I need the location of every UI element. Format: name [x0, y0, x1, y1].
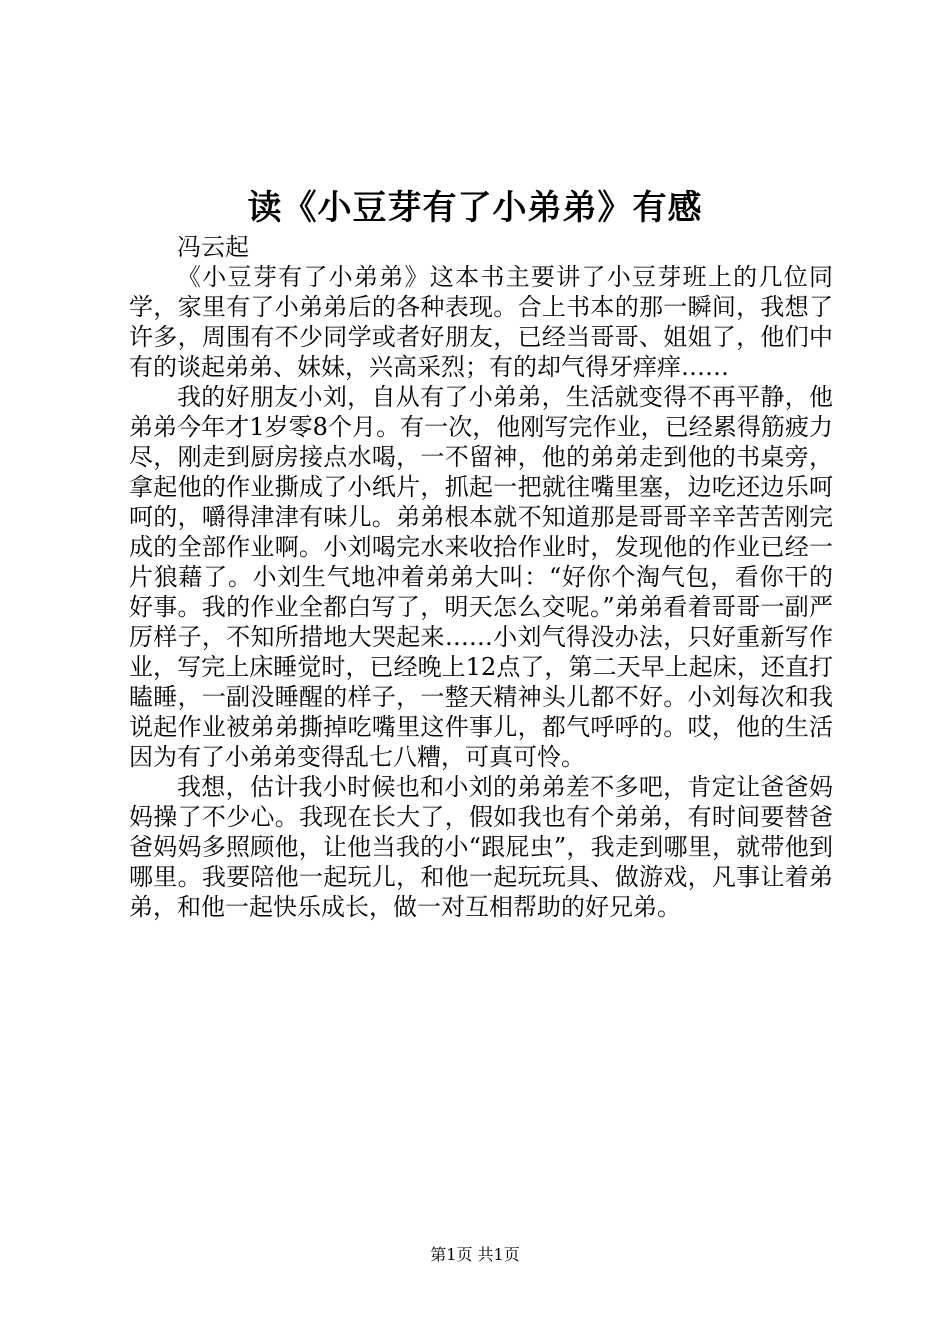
paragraph-1: 《小豆芽有了小弟弟》这本书主要讲了小豆芽班上的几位同学，家里有了小弟弟后的各种表现。合上书本的那一瞬间，我想了许多，周围有不少同学或者好朋友，已经当哥哥、姐姐了，他们中有的谈起弟弟、妹妹，兴高采烈；有的却气得牙痒痒……	[129, 263, 833, 381]
document-body	[129, 232, 833, 922]
page-footer: 第1页 共1页	[430, 1245, 520, 1264]
paragraph-3: 我想，估计我小时候也和小刘的弟弟差不多吧，肯定让爸爸妈妈操了不少心。我现在长大了，假如我也有个弟弟，有时间要替爸爸妈妈多照顾他，让他当我的小“跟屁虫”，我走到哪里，就带他到哪里。我要陪他一起玩儿，和他一起玩玩具、做游戏，凡事让着弟弟，和他一起快乐成长，做一对互相帮助的好兄弟。	[129, 773, 833, 921]
author-name: 冯云起	[177, 233, 249, 261]
paragraph-2: 我的好朋友小刘，自从有了小弟弟，生活就变得不再平静，他弟弟今年才1岁零8个月。有一次，他刚写完作业，已经累得筋疲力尽，刚走到厨房接点水喝，一不留神，他的弟弟走到他的书桌旁，拿起他的作业撕成了小纸片，抓起一把就往嘴里塞，边吃还边乐呵呵的，嚼得津津有味儿。弟弟根本就不知道那是哥哥辛辛苦苦刚完成的全部作业啊。小刘喝完水来收拾作业时，发现他的作业已经一片狼藉了。小刘生气地冲着弟弟大叫：“好你个淘气包，看你干的好事。我的作业全都白写了，明天怎么交呢。”弟弟看着哥哥一副严厉样子，不知所措地大哭起来……小刘气得没办法，只好重新写作业，写完上床睡觉时，已经晚上12点了，第二天早上起床，还直打瞌睡，一副没睡醒的样子，一整天精神头儿都不好。小刘每次和我说起作业被弟弟撕掉吃嘴里这件事儿，都气呼呼的。哎，他的生活因为有了小弟弟变得乱七八糟，可真可怜。	[129, 383, 833, 771]
document-title: 读《小豆芽有了小弟弟》有感	[247, 188, 703, 228]
